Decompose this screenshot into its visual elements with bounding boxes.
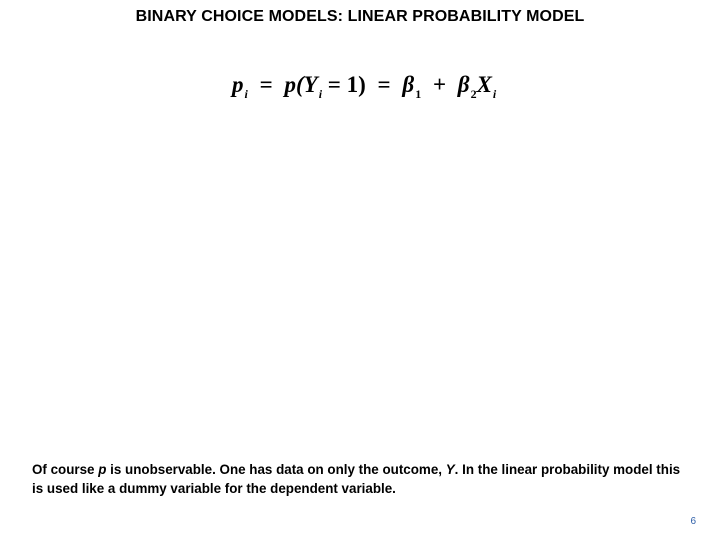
eq-p: p bbox=[232, 72, 244, 97]
eq-x: X bbox=[476, 72, 492, 97]
body-paragraph bbox=[32, 460, 692, 498]
body-part3: . In the linear probability model this is used like a dummy variable for the dependent variable. bbox=[32, 462, 681, 496]
eq-beta1: β bbox=[402, 72, 415, 97]
eq-sub-i: i bbox=[244, 87, 248, 101]
eq-sub-1: 1 bbox=[415, 87, 422, 101]
eq-p-open: p( bbox=[284, 72, 304, 97]
slide-title: BINARY CHOICE MODELS: LINEAR PROBABILITY MODEL bbox=[135, 8, 585, 25]
body-p: p bbox=[98, 462, 107, 477]
body-part2: is unobservable. One has data on only the outcome, bbox=[106, 462, 446, 477]
eq-equals: = bbox=[259, 72, 273, 97]
eq-equals-one: = 1) bbox=[327, 72, 366, 97]
eq-sub-2: 2 bbox=[470, 87, 477, 101]
body-part1: Of course bbox=[32, 462, 99, 477]
eq-equals-2: = bbox=[377, 72, 391, 97]
eq-sub-i-2: i bbox=[318, 87, 323, 101]
eq-y: Y bbox=[303, 72, 318, 97]
page-number: 6 bbox=[690, 516, 696, 527]
eq-beta2: β bbox=[457, 72, 470, 97]
body-y: Y bbox=[445, 462, 455, 477]
linear-probability-equation bbox=[232, 72, 532, 108]
eq-plus: + bbox=[432, 72, 447, 97]
eq-sub-i-3: i bbox=[492, 87, 497, 101]
